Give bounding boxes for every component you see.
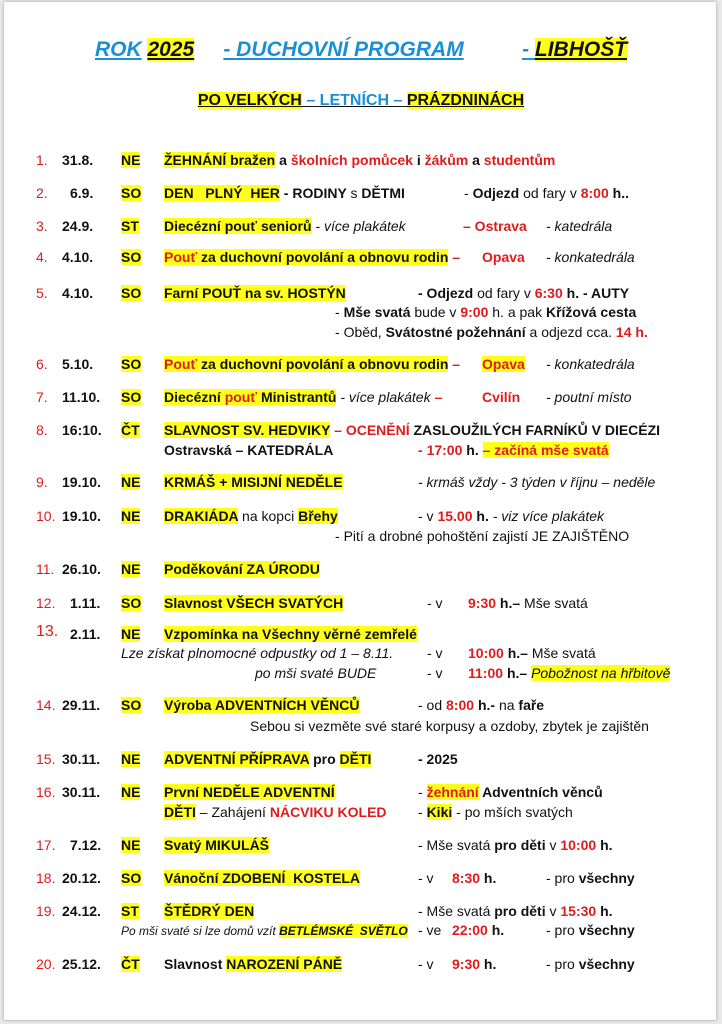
- row-8-date: 16:10.: [62, 422, 102, 438]
- row-20-audience: - pro všechny: [546, 956, 635, 972]
- row-4-day: SO: [121, 249, 142, 265]
- row-8-number: 8.: [36, 422, 48, 438]
- row-8-time: - 17:00 h. – začíná mše svatá: [418, 442, 609, 458]
- subtitle-dash-2: –: [393, 92, 403, 109]
- row-19-note: Po mši svaté si lze domů vzít BETLÉMSKÉ SVĚTLO: [121, 924, 408, 938]
- row-16-date: 30.11.: [62, 784, 101, 800]
- row-13-note-2: po mši svaté BUDE: [255, 665, 377, 681]
- row-16-detail-1: - žehnání Adventních věnců: [418, 784, 603, 800]
- row-3-day: ST: [121, 218, 139, 234]
- title-year: 2025: [147, 38, 195, 61]
- row-16-number: 16.: [36, 784, 56, 800]
- row-19-time: 22:00 h.: [452, 922, 505, 938]
- row-13-note-1: Lze získat plnomocné odpustky od 1 – 8.11.: [121, 645, 394, 661]
- row-17-title: Svatý MIKULÁŠ: [164, 837, 270, 853]
- row-8-location: Ostravská – KATEDRÁLA: [164, 442, 334, 458]
- row-7-detail: - poutní místo: [546, 389, 632, 405]
- row-18-time: 8:30 h.: [452, 870, 497, 886]
- row-13-prefix-2: - v: [427, 665, 443, 681]
- row-6-number: 6.: [36, 356, 48, 372]
- row-16-subtitle: DĚTI – Zahájení NÁCVIKU KOLED: [164, 804, 387, 820]
- row-3-title: Diecézní pouť seniorů - více plakátek: [164, 218, 406, 234]
- row-17-date: 7.12.: [70, 837, 102, 853]
- row-14-title: Výroba ADVENTNÍCH VĚNCŮ: [164, 697, 360, 713]
- row-8-title: SLAVNOST SV. HEDVIKY – OCENĚNÍ ZASLOUŽILÝCH FARNÍKŮ V DIECÉZI: [164, 422, 661, 438]
- row-2-detail: - Odjezd od fary v 8:00 h..: [464, 185, 629, 201]
- row-11-day: NE: [121, 561, 141, 577]
- row-12-title: Slavnost VŠECH SVATÝCH: [164, 595, 344, 611]
- row-16-title: První NEDĚLE ADVENTNÍ: [164, 784, 335, 800]
- row-4-place: Opava: [482, 249, 525, 265]
- row-18-date: 20.12.: [62, 870, 101, 886]
- row-2-title: DEN PLNÝ HER - RODINY s DĚTMI: [164, 185, 405, 201]
- row-9-detail: - krmáš vždy - 3 týden v říjnu – neděle: [418, 474, 656, 490]
- subtitle-dash-1: –: [306, 92, 316, 109]
- title-place: LIBHOŠŤ: [534, 38, 628, 61]
- row-7-date: 11.10.: [62, 389, 101, 405]
- row-11-date: 26.10.: [62, 561, 101, 577]
- row-9-day: NE: [121, 474, 141, 490]
- row-9-title: KRMÁŠ + MISIJNÍ NEDĚLE: [164, 474, 343, 490]
- row-14-time: - od 8:00 h.- na faře: [418, 697, 545, 713]
- row-6-day: SO: [121, 356, 142, 372]
- row-20-date: 25.12.: [62, 956, 101, 972]
- row-4-number: 4.: [36, 249, 48, 265]
- row-11-title: Poděkování ZA ÚRODU: [164, 561, 320, 577]
- row-19-detail: - Mše svatá pro děti v 15:30 h.: [418, 903, 613, 919]
- row-17-detail: - Mše svatá pro děti v 10:00 h.: [418, 837, 613, 853]
- row-10-title: DRAKIÁDA na kopci Břehy: [164, 508, 338, 524]
- row-14-number: 14.: [36, 697, 56, 713]
- row-5-number: 5.: [36, 285, 48, 301]
- row-10-date: 19.10.: [62, 508, 101, 524]
- row-14-note: Sebou si vezměte své staré korpusy a ozdoby, zbytek je zajištěn: [250, 718, 649, 734]
- row-20-title: Slavnost NAROZENÍ PÁNĚ: [164, 956, 343, 972]
- row-10-number: 10.: [36, 508, 56, 524]
- row-13-day: NE: [121, 626, 141, 642]
- row-14-day: SO: [121, 697, 142, 713]
- row-19-prefix: - ve: [418, 922, 442, 938]
- row-5-date: 4.10.: [62, 285, 94, 301]
- row-8-day: ČT: [121, 422, 140, 438]
- row-15-title: ADVENTNÍ PŘÍPRAVA pro DĚTI: [164, 751, 372, 767]
- row-18-number: 18.: [36, 870, 56, 886]
- row-7-day: SO: [121, 389, 142, 405]
- row-6-detail: - konkatedrála: [546, 356, 635, 372]
- row-13-prefix-1: - v: [427, 645, 443, 661]
- row-1-number: 1.: [36, 152, 48, 168]
- row-13-time-1: 10:00 h.– Mše svatá: [468, 645, 596, 661]
- row-18-day: SO: [121, 870, 142, 886]
- row-17-number: 17.: [36, 837, 56, 853]
- row-12-number: 12.: [36, 595, 56, 611]
- row-10-note: - Pití a drobné pohoštění zajistí JE ZAJIŠTĚNO: [335, 528, 630, 544]
- row-4-detail: - konkatedrála: [546, 249, 635, 265]
- row-12-prefix: - v: [427, 595, 443, 611]
- row-1-day: NE: [121, 152, 141, 168]
- subtitle-part-2: LETNÍCH: [319, 92, 389, 109]
- page-title: [0, 38, 722, 62]
- row-20-day: ČT: [121, 956, 140, 972]
- row-3-number: 3.: [36, 218, 48, 234]
- row-4-title: Pouť za duchovní povolání a obnovu rodin –: [164, 249, 461, 265]
- row-19-number: 19.: [36, 903, 56, 919]
- row-20-number: 20.: [36, 956, 56, 972]
- row-20-prefix: - v: [418, 956, 434, 972]
- row-19-date: 24.12.: [62, 903, 101, 919]
- row-18-title: Vánoční ZDOBENÍ KOSTELA: [164, 870, 361, 886]
- row-3-date: 24.9.: [62, 218, 94, 234]
- row-15-number: 15.: [36, 751, 56, 767]
- row-7-title: Diecézní pouť Ministrantů - více plakátek –: [164, 389, 443, 405]
- row-13-title: Vzpomínka na Všechny věrné zemřelé: [164, 626, 417, 642]
- subtitle-part-1: PO VELKÝCH: [197, 92, 302, 109]
- row-9-date: 19.10.: [62, 474, 101, 490]
- row-2-date: 6.9.: [70, 185, 94, 201]
- row-12-date: 1.11.: [70, 595, 101, 611]
- row-18-prefix: - v: [418, 870, 434, 886]
- row-19-day: ST: [121, 903, 139, 919]
- row-13-number: 13.: [36, 623, 59, 640]
- row-10-day: NE: [121, 508, 141, 524]
- row-5-detail-3: - Oběd, Svátostné požehnání a odjezd cca. 14 h.: [335, 324, 648, 340]
- subtitle-part-3: PRÁZDNINÁCH: [406, 92, 525, 109]
- title-rok: ROK: [94, 38, 142, 61]
- row-19-title: ŠTĚDRÝ DEN: [164, 903, 255, 919]
- row-3-place: – Ostrava: [463, 218, 527, 234]
- page-subtitle: [0, 92, 722, 110]
- row-15-detail: - 2025: [418, 751, 458, 767]
- row-18-audience: - pro všechny: [546, 870, 635, 886]
- row-5-detail-1: - Odjezd od fary v 6:30 h. - AUTY: [418, 285, 630, 301]
- row-1-title: ŽEHNÁNÍ bražen a školních pomůcek i žákům a studentům: [164, 152, 556, 168]
- row-5-title: Farní POUŤ na sv. HOSTÝN: [164, 285, 346, 301]
- row-15-date: 30.11.: [62, 751, 101, 767]
- row-6-date: 5.10.: [62, 356, 94, 372]
- row-5-day: SO: [121, 285, 142, 301]
- row-20-time: 9:30 h.: [452, 956, 497, 972]
- row-11-number: 11.: [36, 561, 55, 577]
- row-17-day: NE: [121, 837, 141, 853]
- row-5-detail-2: - Mše svatá bude v 9:00 h. a pak Křížová cesta: [335, 304, 637, 320]
- row-6-title: Pouť za duchovní povolání a obnovu rodin –: [164, 356, 461, 372]
- row-10-detail: - v 15.00 h. - viz více plakátek: [418, 508, 604, 524]
- row-2-day: SO: [121, 185, 142, 201]
- row-2-number: 2.: [36, 185, 48, 201]
- title-place-prefix: -: [522, 38, 535, 61]
- row-6-place: Opava: [482, 356, 525, 372]
- row-4-date: 4.10.: [62, 249, 94, 265]
- row-12-time: 9:30 h.– Mše svatá: [468, 595, 588, 611]
- title-program: - DUCHOVNÍ PROGRAM: [223, 38, 464, 61]
- row-12-day: SO: [121, 595, 142, 611]
- row-15-day: NE: [121, 751, 141, 767]
- row-9-number: 9.: [36, 474, 48, 490]
- row-1-date: 31.8.: [62, 152, 94, 168]
- row-16-day: NE: [121, 784, 141, 800]
- row-7-number: 7.: [36, 389, 48, 405]
- row-14-date: 29.11.: [62, 697, 101, 713]
- row-19-audience: - pro všechny: [546, 922, 635, 938]
- row-16-detail-2: - Kiki - po mších svatých: [418, 804, 573, 820]
- row-7-place: Cvilín: [482, 389, 521, 405]
- row-13-time-2: 11:00 h.– Pobožnost na hřbitově: [468, 665, 671, 681]
- row-13-date: 2.11.: [70, 626, 101, 642]
- row-3-detail: - katedrála: [546, 218, 613, 234]
